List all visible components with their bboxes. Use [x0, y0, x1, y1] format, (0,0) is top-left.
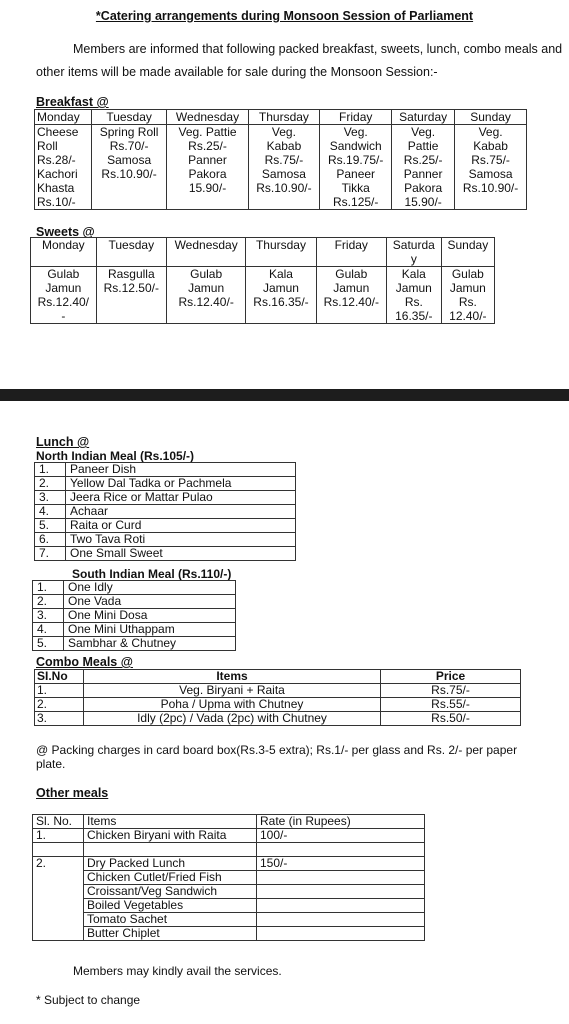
other-row2-slno — [33, 927, 84, 941]
other-row2-line — [33, 871, 425, 885]
breakfast-item-line: Khasta — [37, 181, 75, 195]
page-title: *Catering arrangements during Monsoon Session of Parliament — [95, 9, 474, 23]
north-indian-item: Yellow Dal Tadka or Pachmela — [66, 477, 296, 491]
combo-slno: 3. — [35, 712, 84, 726]
other-meals-table — [32, 814, 425, 941]
other-row2-slno — [33, 871, 84, 885]
breakfast-day-header: Wednesday — [167, 110, 248, 125]
intro-line-1: Members are informed that following packed breakfast, sweets, lunch, combo meals and — [73, 42, 563, 56]
breakfast-item-line: Rs.19.75/- — [328, 153, 384, 167]
breakfast-item-line: Rs.28/- — [37, 153, 76, 167]
breakfast-item-line: Rs.10.90/- — [101, 167, 157, 181]
south-indian-row — [33, 637, 236, 651]
combo-price: Rs.55/- — [381, 698, 521, 712]
other-meals-heading: Other meals — [36, 786, 109, 800]
combo-item: Idly (2pc) / Vada (2pc) with Chutney — [84, 712, 381, 726]
combo-heading: Combo Meals @ — [36, 655, 133, 669]
breakfast-day-cell — [91, 125, 167, 210]
breakfast-item-line: Spring Roll — [99, 125, 159, 139]
breakfast-day-header: Thursday — [248, 110, 320, 125]
north-indian-row — [35, 463, 296, 477]
sweets-day-header — [386, 238, 441, 267]
sweets-item-line: Gulab — [335, 267, 368, 281]
breakfast-item-line: Roll — [37, 139, 58, 153]
sweets-day-cell — [386, 267, 441, 324]
other-row1-slno: 1. — [33, 829, 84, 843]
sweets-day-cell — [31, 267, 97, 324]
sweets-item-line: Rs.16.35/- — [253, 295, 309, 309]
other-row2-line — [33, 885, 425, 899]
sweets-item-line: Rs.12.40/- — [323, 295, 379, 309]
combo-header-slno: SI.No — [35, 670, 84, 684]
breakfast-item-line: Paneer — [336, 167, 376, 181]
north-indian-number: 5. — [35, 519, 66, 533]
breakfast-item-line: Rs.70/- — [109, 139, 149, 153]
footnote: * Subject to change — [36, 993, 141, 1007]
sweets-item-line: Gulab — [451, 267, 484, 281]
south-indian-number: 1. — [33, 581, 64, 595]
sweets-item-line: Kala — [401, 267, 426, 281]
lunch-heading: Lunch @ — [36, 435, 90, 449]
breakfast-item-line: Veg. — [271, 125, 296, 139]
sweets-item-line: Jamun — [45, 281, 82, 295]
north-indian-item: Raita or Curd — [66, 519, 296, 533]
breakfast-item-line: Pakora — [404, 181, 443, 195]
combo-table — [34, 669, 521, 726]
breakfast-day-header: Saturday — [392, 110, 455, 125]
other-row2-item: Tomato Sachet — [84, 913, 257, 927]
sweets-item-line: Rs. — [458, 295, 477, 309]
north-indian-item: Paneer Dish — [66, 463, 296, 477]
other-row2-slno — [33, 913, 84, 927]
sweets-item-line: Gulab — [47, 267, 80, 281]
breakfast-day-cell — [320, 125, 392, 210]
combo-header-items: Items — [84, 670, 381, 684]
breakfast-item-line: Panner — [188, 153, 227, 167]
combo-item: Veg. Biryani + Raita — [84, 684, 381, 698]
sweets-day-header: Thursday — [246, 238, 316, 267]
breakfast-item-line: Samosa — [107, 153, 152, 167]
sweets-item-line: Jamun — [449, 281, 486, 295]
packing-note-line-1: @ Packing charges in card board box(Rs.3-5 extra); Rs.1/- per glass and Rs. 2/- per paper — [36, 743, 518, 757]
combo-row — [35, 684, 521, 698]
sweets-heading: Sweets @ — [36, 225, 95, 239]
combo-slno: 2. — [35, 698, 84, 712]
sweets-item-line: Rs.12.40/- — [178, 295, 234, 309]
north-indian-item: Achaar — [66, 505, 296, 519]
south-indian-number: 5. — [33, 637, 64, 651]
breakfast-day-cell — [35, 125, 92, 210]
breakfast-day-cell — [167, 125, 248, 210]
south-indian-number: 2. — [33, 595, 64, 609]
sweets-item-line: Rs.12.50/- — [103, 281, 159, 295]
other-row2-slno — [33, 885, 84, 899]
south-indian-row — [33, 581, 236, 595]
other-row2-rate — [257, 927, 425, 941]
other-spacer-cell — [33, 843, 84, 857]
other-row2-slno: 2. — [33, 857, 84, 871]
north-indian-row — [35, 547, 296, 561]
south-indian-item: One Vada — [64, 595, 236, 609]
south-indian-item: One Idly — [64, 581, 236, 595]
south-indian-row — [33, 623, 236, 637]
breakfast-day-header: Monday — [35, 110, 92, 125]
sweets-day-cell — [441, 267, 494, 324]
south-indian-row — [33, 595, 236, 609]
sweets-item-line: Rs.12.40/ — [37, 295, 90, 309]
combo-price: Rs.75/- — [381, 684, 521, 698]
north-indian-number: 1. — [35, 463, 66, 477]
sweets-day-cell — [96, 267, 166, 324]
north-indian-item: Two Tava Roti — [66, 533, 296, 547]
sweets-item-line: Jamun — [395, 281, 432, 295]
other-row1-item: Chicken Biryani with Raita — [84, 829, 257, 843]
breakfast-day-cell — [392, 125, 455, 210]
sweets-table — [30, 237, 495, 324]
sweets-item-line: - — [61, 309, 66, 323]
breakfast-table — [34, 109, 527, 210]
sweets-day-header: Sunday — [441, 238, 494, 267]
breakfast-item-line: Rs.75/- — [264, 153, 304, 167]
breakfast-item-line: Pattie — [407, 139, 439, 153]
north-indian-number: 3. — [35, 491, 66, 505]
breakfast-item-line: Kabab — [473, 139, 508, 153]
sweets-day-cell — [166, 267, 245, 324]
breakfast-item-line: 15.90/- — [404, 195, 442, 209]
other-row2-slno — [33, 899, 84, 913]
sweets-day-header: Friday — [316, 238, 386, 267]
other-header-slno: Sl. No. — [33, 815, 84, 829]
other-row2-rate — [257, 913, 425, 927]
breakfast-item-line: 15.90/- — [188, 181, 227, 195]
breakfast-item-line: Tikka — [341, 181, 370, 195]
other-row2-line — [33, 927, 425, 941]
combo-row — [35, 712, 521, 726]
other-row1-rate: 100/- — [257, 829, 425, 843]
north-indian-item: Jeera Rice or Mattar Pulao — [66, 491, 296, 505]
south-indian-title: South Indian Meal (Rs.110/-) — [72, 567, 232, 581]
north-indian-number: 7. — [35, 547, 66, 561]
breakfast-item-line: Rs.75/- — [471, 153, 510, 167]
north-indian-row — [35, 533, 296, 547]
breakfast-item-line: Rs.125/- — [333, 195, 379, 209]
breakfast-item-line: Veg. — [478, 125, 503, 139]
north-indian-title: North Indian Meal (Rs.105/-) — [36, 449, 195, 463]
north-indian-table — [34, 462, 296, 561]
south-indian-number: 3. — [33, 609, 64, 623]
sweets-item-line: Rs. — [404, 295, 423, 309]
breakfast-item-line: Veg. — [343, 125, 368, 139]
north-indian-row — [35, 519, 296, 533]
other-row2-line — [33, 899, 425, 913]
combo-item: Poha / Upma with Chutney — [84, 698, 381, 712]
combo-header-price: Price — [381, 670, 521, 684]
breakfast-heading: Breakfast @ — [36, 95, 109, 109]
other-row2-line — [33, 857, 425, 871]
other-row2-item: Chicken Cutlet/Fried Fish — [84, 871, 257, 885]
breakfast-item-line: Cheese — [37, 125, 79, 139]
breakfast-item-line: Sandwich — [329, 139, 382, 153]
south-indian-item: One Mini Uthappam — [64, 623, 236, 637]
closing-note: Members may kindly avail the services. — [73, 964, 282, 978]
breakfast-item-line: Rs.25/- — [188, 139, 227, 153]
breakfast-item-line: Samosa — [261, 167, 306, 181]
sweets-day-header: Monday — [31, 238, 97, 267]
sweets-item-line: Kala — [268, 267, 293, 281]
sweets-item-line: Jamun — [262, 281, 299, 295]
breakfast-item-line: Kabab — [266, 139, 302, 153]
breakfast-day-cell — [455, 125, 527, 210]
other-spacer-cell — [84, 843, 257, 857]
sweets-item-line: Rasgulla — [107, 267, 155, 281]
sweets-day-cell — [316, 267, 386, 324]
other-header-rate: Rate (in Rupees) — [257, 815, 425, 829]
sweets-item-line: Jamun — [188, 281, 225, 295]
north-indian-number: 4. — [35, 505, 66, 519]
breakfast-item-line: Rs.10/- — [37, 195, 76, 209]
breakfast-item-line: Veg. Pattie — [178, 125, 237, 139]
packing-note-line-2: plate. — [36, 757, 66, 771]
north-indian-item: One Small Sweet — [66, 547, 296, 561]
south-indian-table — [32, 580, 236, 651]
other-row2-line — [33, 913, 425, 927]
north-indian-number: 2. — [35, 477, 66, 491]
north-indian-row — [35, 505, 296, 519]
breakfast-item-line: Rs.10.90/- — [462, 181, 519, 195]
other-row2-item: Boiled Vegetables — [84, 899, 257, 913]
south-indian-row — [33, 609, 236, 623]
breakfast-item-line: Rs.25/- — [403, 153, 443, 167]
sweets-day-cell — [246, 267, 316, 324]
other-row2-rate — [257, 871, 425, 885]
sweets-day-header: Wednesday — [166, 238, 245, 267]
other-row2-rate — [257, 899, 425, 913]
breakfast-day-header: Sunday — [455, 110, 527, 125]
sweets-day-line: y — [410, 252, 417, 266]
other-header-items: Items — [84, 815, 257, 829]
other-row2-rate: 150/- — [257, 857, 425, 871]
south-indian-number: 4. — [33, 623, 64, 637]
north-indian-row — [35, 491, 296, 505]
breakfast-item-line: Kachori — [37, 167, 78, 181]
sweets-item-line: 16.35/- — [395, 309, 433, 323]
south-indian-item: One Mini Dosa — [64, 609, 236, 623]
breakfast-day-cell — [248, 125, 320, 210]
other-row2-item: Butter Chiplet — [84, 927, 257, 941]
other-row2-item: Dry Packed Lunch — [84, 857, 257, 871]
sweets-item-line: 12.40/- — [449, 309, 487, 323]
south-indian-item: Sambhar & Chutney — [64, 637, 236, 651]
breakfast-item-line: Panner — [403, 167, 443, 181]
breakfast-item-line: Rs.10.90/- — [256, 181, 312, 195]
sweets-item-line: Jamun — [333, 281, 370, 295]
sweets-day-line: Saturda — [392, 238, 435, 252]
breakfast-item-line: Pakora — [188, 167, 227, 181]
breakfast-item-line: Veg. — [411, 125, 436, 139]
sweets-item-line: Gulab — [190, 267, 223, 281]
other-spacer-cell — [257, 843, 425, 857]
intro-line-2: other items will be made available for sale during the Monsoon Session:- — [36, 65, 438, 79]
north-indian-row — [35, 477, 296, 491]
combo-row — [35, 698, 521, 712]
sweets-day-header: Tuesday — [96, 238, 166, 267]
combo-price: Rs.50/- — [381, 712, 521, 726]
other-row2-rate — [257, 885, 425, 899]
combo-slno: 1. — [35, 684, 84, 698]
breakfast-day-header: Tuesday — [91, 110, 167, 125]
breakfast-day-header: Friday — [320, 110, 392, 125]
intro-paragraph — [36, 38, 566, 84]
breakfast-item-line: Samosa — [468, 167, 513, 181]
other-row2-item: Croissant/Veg Sandwich — [84, 885, 257, 899]
north-indian-number: 6. — [35, 533, 66, 547]
section-divider — [0, 389, 569, 401]
